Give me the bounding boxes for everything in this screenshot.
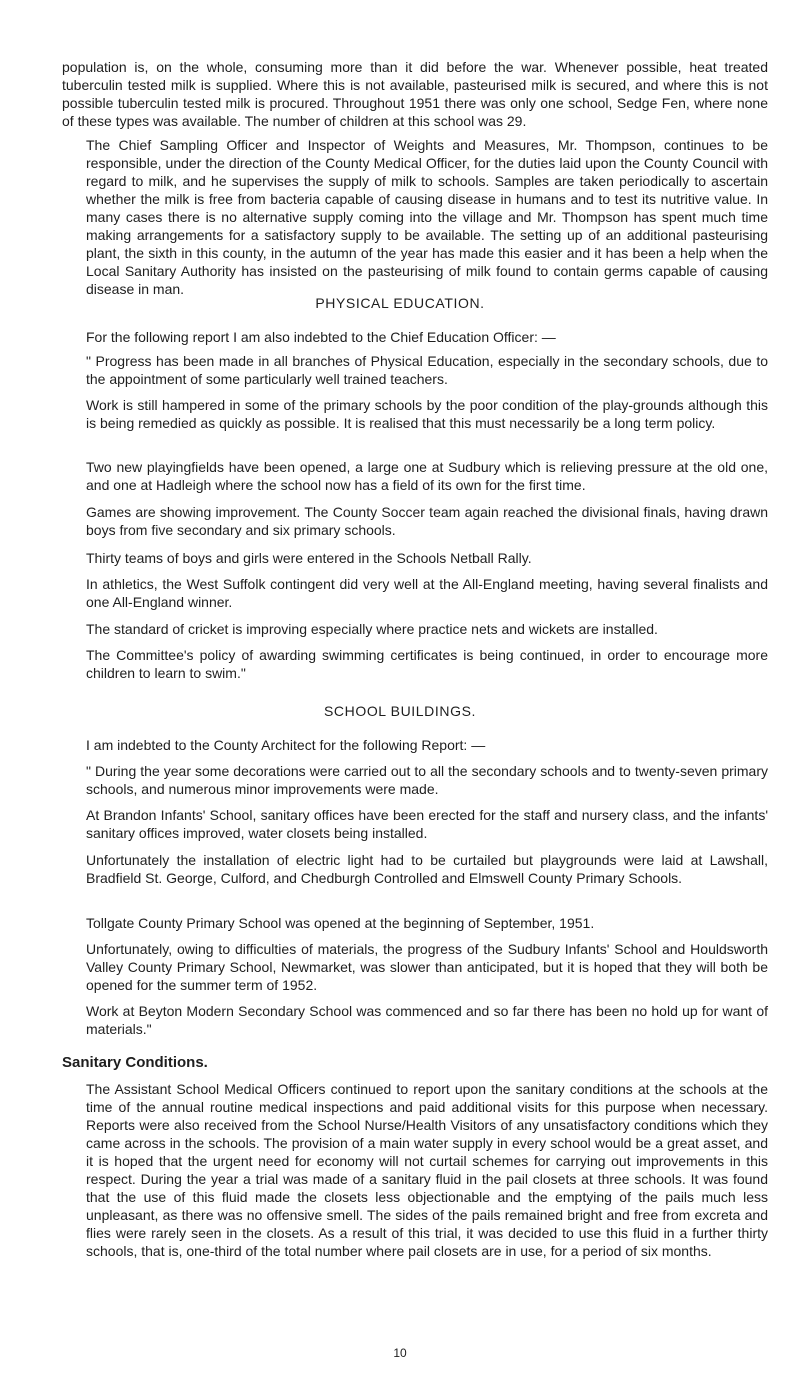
sanitary-conditions-paragraph: The Assistant School Medical Officers continued to report upon the sanitary conditions at the schools at the time of the annual routine medical inspections and paid additional visits for this purpose when necessary. Reports were also received from the School Nurse/Health Visitors of any unsatisfactory conditions which they came across in the schools. The provision of a main water supply in every school would be a great asset, and it is hoped that the urgent need for economy will not curtail schemes for carrying out improvements in this respect. During the year a trial was made of a sanitary fluid in the pail closets at three schools. It was found that the use of this fluid made the closets less objectionable and the emptying of the pails much less unpleasant, as there was no offensive smell. The sides of the pails remained bright and free from excreta and flies were rarely seen in the closets. As a result of this trial, it was decided to use this fluid in a further thirty schools, that is, one-third of the total number where pail closets are in use, for a period of six months.: [86, 1081, 768, 1259]
sanitary-conditions-heading: Sanitary Conditions.: [62, 1054, 208, 1071]
sampling-officer-paragraph: The Chief Sampling Officer and Inspector of Weights and Measures, Mr. Thompson, continues to be responsible, under the direction of the County Medical Officer, for the duties laid upon the County Council with regard to milk, and he supervises the supply of milk to schools. Samples are taken periodically to ascertain whether the milk is free from bacteria capable of causing disease in humans and to test its nutritive value. In many cases there is no alternative supply coming into the village and Mr. Thompson has spent much time making arrangements for a satisfactory supply to be available. The setting up of an additional pasteurising plant, the sixth in this county, in the autumn of the year has made this easier and it has been a help when the Local Sanitary Authority has insisted on the pasteurising of milk found to contain germs capable of causing disease in man.: [86, 137, 768, 297]
pe-progress-paragraph: " Progress has been made in all branches of Physical Education, especially in the secondary schools, due to the appointment of some particularly well trained teachers.: [86, 353, 768, 387]
physical-education-heading: PHYSICAL EDUCATION.: [315, 295, 485, 311]
sb-sudbury-paragraph: Unfortunately, owing to difficulties of materials, the progress of the Sudbury Infants' School and Houldsworth Valley County Primary School, Newmarket, was slower than anticipated, but it is hoped that they will both be opened for the summer term of 1952.: [86, 941, 768, 993]
sb-beyton-paragraph: Work at Beyton Modern Secondary School was commenced and so far there has been no hold up for want of materials.": [86, 1003, 768, 1037]
sb-electric-light-paragraph: Unfortunately the installation of electric light had to be curtailed but playgrounds were laid at Lawshall, Bradfield St. George, Culford, and Chedburgh Controlled and Elmswell County Primary Schools.: [86, 852, 768, 886]
pe-athletics-paragraph: In athletics, the West Suffolk contingent did very well at the All-England meeting, having several finalists and one All-England winner.: [86, 576, 768, 610]
physical-education-intro: For the following report I am also indebted to the Chief Education Officer: —: [86, 329, 556, 345]
pe-swimming-paragraph: The Committee's policy of awarding swimming certificates is being continued, in order to encourage more children to learn to swim.": [86, 647, 768, 681]
milk-supply-paragraph: population is, on the whole, consuming more than it did before the war. Whenever possible, heat treated tuberculin tested milk is supplied. Where this is not available, pasteurised milk is secured, and where this is not possible tuberculin tested milk is procured. Throughout 1951 there was only one school, Sedge Fen, where none of these types was available. The number of children at this school was 29.: [62, 59, 768, 129]
pe-playgrounds-paragraph: Work is still hampered in some of the primary schools by the poor condition of the play-grounds although this is being remedied as quickly as possible. It is realised that this must necessarily be a long term policy.: [86, 397, 768, 431]
pe-cricket-paragraph: The standard of cricket is improving especially where practice nets and wickets are installed.: [86, 621, 658, 637]
school-buildings-heading: SCHOOL BUILDINGS.: [323, 703, 477, 719]
school-buildings-intro: I am indebted to the County Architect for the following Report: —: [86, 737, 486, 753]
sb-brandon-paragraph: At Brandon Infants' School, sanitary offices have been erected for the staff and nursery class, and the infants' sanitary offices improved, water closets being installed.: [86, 807, 768, 841]
sb-decorations-paragraph: " During the year some decorations were carried out to all the secondary schools and to twenty-seven primary schools, and numerous minor improvements were made.: [86, 763, 768, 797]
pe-games-paragraph: Games are showing improvement. The County Soccer team again reached the divisional finals, having drawn boys from five secondary and six primary schools.: [86, 504, 768, 538]
pe-playingfields-paragraph: Two new playingfields have been opened, a large one at Sudbury which is relieving pressure at the old one, and one at Hadleigh where the school now has a field of its own for the first time.: [86, 459, 768, 493]
pe-netball-paragraph: Thirty teams of boys and girls were entered in the Schools Netball Rally.: [86, 550, 532, 566]
page-number: 10: [393, 1346, 407, 1360]
sb-tollgate-paragraph: Tollgate County Primary School was opened at the beginning of September, 1951.: [86, 915, 595, 931]
